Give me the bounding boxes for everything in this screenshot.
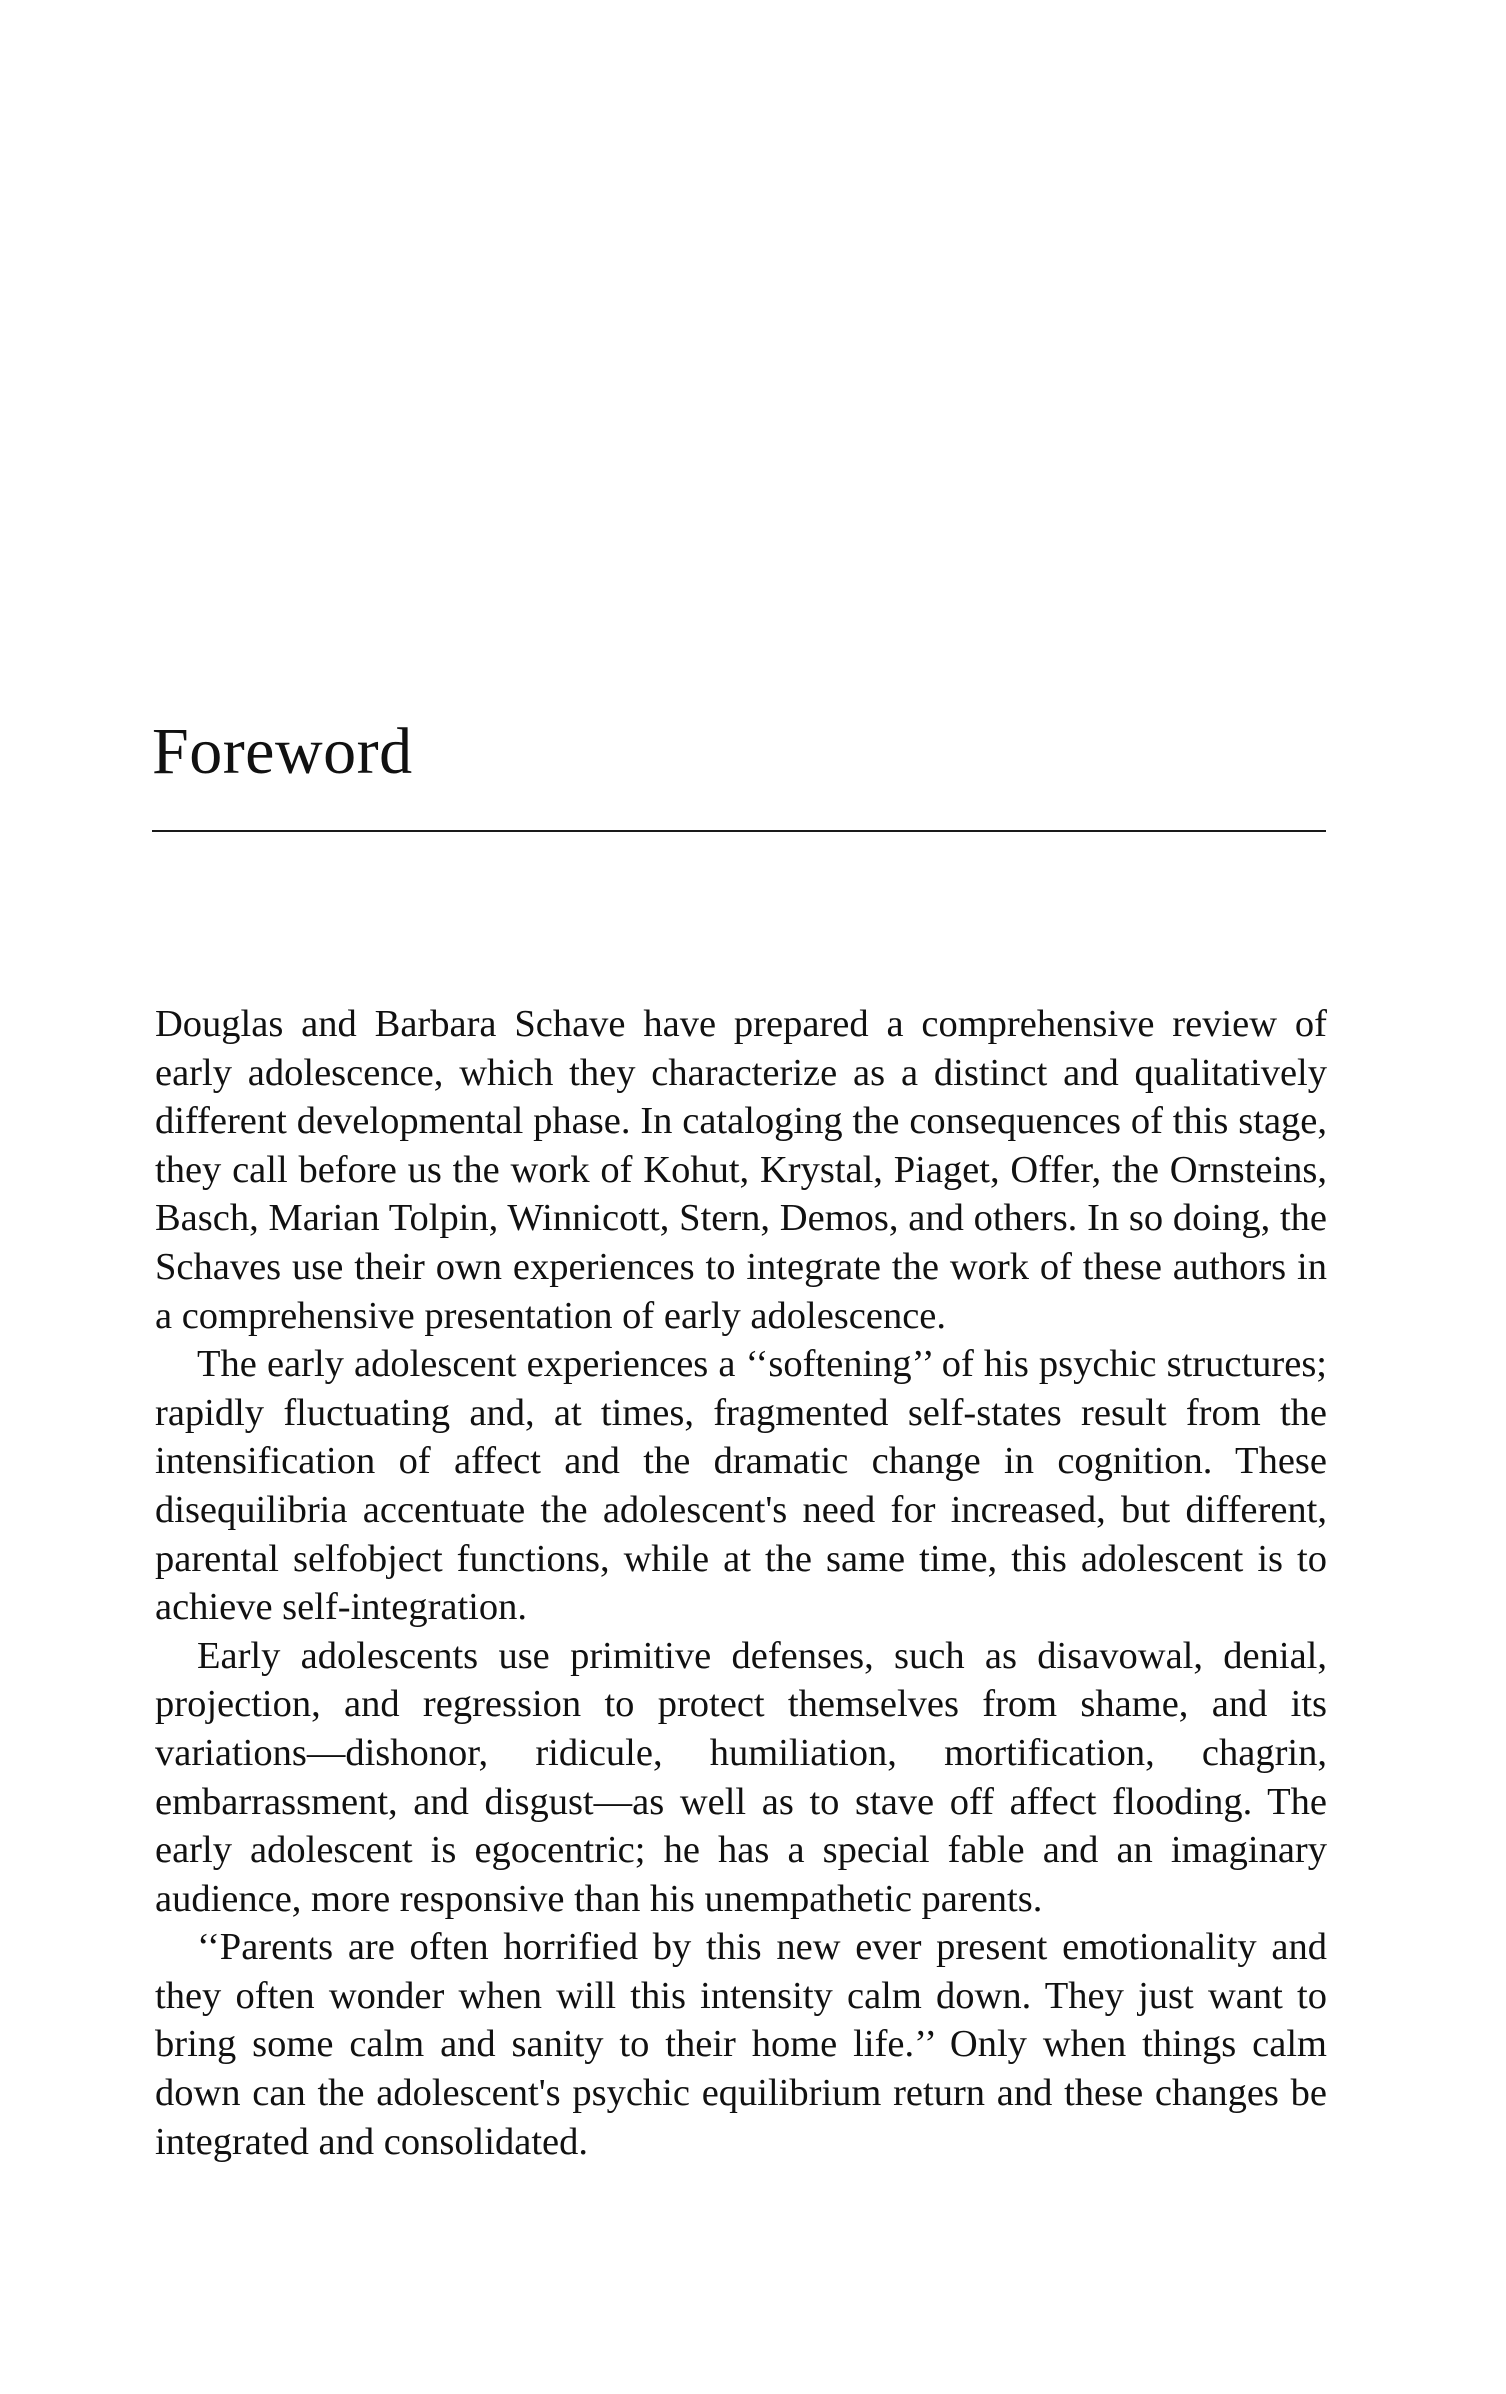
body-text [155, 1000, 1327, 2166]
paragraph-2: The early adolescent experiences a ‘‘softening’’ of his psychic structures; rapidly fluctuating and, at times, fragmented self-states result from the intensification of affect and the dramatic change in cognition. These disequilibria accentuate the adolescent's need for increased, but different, parental selfobject functions, while at the same time, this adolescent is to achieve self-integration. [155, 1343, 1327, 1629]
title-rule [152, 830, 1326, 832]
paragraph-4: ‘‘Parents are often horrified by this new ever present emotionality and they often wonder when will this intensity calm down. They just want to bring some calm and sanity to their home life.’’ Only when things calm down can the adolescent's psychic equilibrium return and these changes be integrated and consolidated. [155, 1926, 1327, 2163]
paragraph-3: Early adolescents use primitive defenses, such as disavowal, denial, projection, and regression to protect themselves from shame, and its variations—dishonor, ridicule, humiliation, mortification, chagrin, embarrassment, and disgust—as well as to stave off affect flooding. The early adolescent is egocentric; he has a special fable and an imaginary audience, more responsive than his unempathetic parents. [155, 1634, 1327, 1920]
chapter-title: Foreword [152, 715, 413, 788]
paragraph-1: Douglas and Barbara Schave have prepared a comprehensive review of early adolescence, which they characterize as a distinct and qualitatively different developmental phase. In cataloging the consequences of this stage, they call before us the work of Kohut, Krystal, Piaget, Offer, the Ornsteins, Basch, Marian Tolpin, Winnicott, Stern, Demos, and others. In so doing, the Schaves use their own experiences to integrate the work of these authors in a comprehensive presentation of early adolescence. [155, 1003, 1327, 1337]
